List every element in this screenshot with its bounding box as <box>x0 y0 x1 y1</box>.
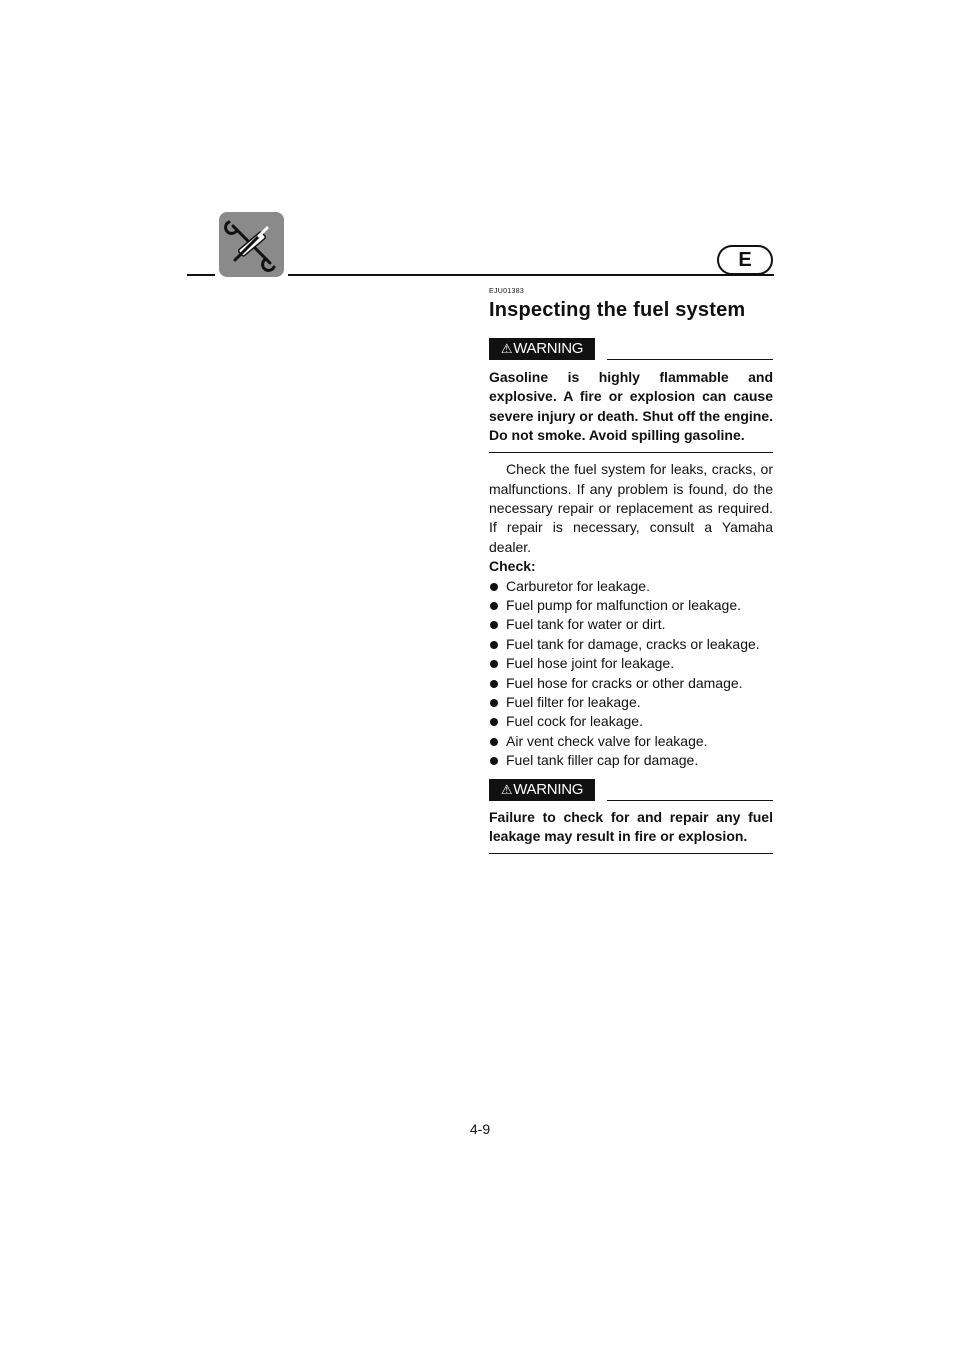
bullet-icon <box>490 641 498 649</box>
list-item: Fuel tank filler cap for damage. <box>489 751 773 770</box>
language-badge: E <box>717 245 773 275</box>
warning-label <box>489 779 595 801</box>
warning-rule <box>607 800 773 801</box>
list-item: Fuel hose joint for leakage. <box>489 654 773 673</box>
warning-bottom-rule <box>489 853 773 854</box>
bullet-icon <box>490 660 498 668</box>
page-title: Inspecting the fuel system <box>489 299 746 321</box>
warning-text: Gasoline is highly flammable and explosive. A fire or explosion can cause severe injury or death. Shut off the engine. Do not smoke. Avoid spilling gasoline. <box>489 369 773 443</box>
page-number: 4-9 <box>469 1121 491 1137</box>
list-item: Fuel filter for leakage. <box>489 693 773 712</box>
bullet-icon <box>490 699 498 707</box>
header-rule-right <box>288 274 774 276</box>
bullet-icon <box>490 757 498 765</box>
header-rule-left <box>187 274 215 276</box>
list-item: Carburetor for leakage. <box>489 577 773 596</box>
list-item: Air vent check valve for leakage. <box>489 732 773 751</box>
maintenance-tools-icon <box>219 212 284 277</box>
wrench-screwdriver-icon <box>219 212 284 277</box>
bullet-icon <box>490 680 498 688</box>
warning-label <box>489 338 595 360</box>
check-list <box>489 577 773 771</box>
warning-header <box>489 779 773 801</box>
bullet-icon <box>490 718 498 726</box>
main-content <box>489 288 773 854</box>
bullet-icon <box>490 583 498 591</box>
bullet-icon <box>490 602 498 610</box>
warning-triangle-icon: ⚠ <box>500 341 513 356</box>
bullet-icon <box>490 621 498 629</box>
list-item: Fuel pump for malfunction or leakage. <box>489 596 773 615</box>
warning-text: Failure to check for and repair any fuel leakage may result in fire or explosion. <box>489 808 773 844</box>
warning-header <box>489 338 773 360</box>
list-item: Fuel hose for cracks or other damage. <box>489 674 773 693</box>
warning-label-text: WARNING <box>513 780 584 798</box>
section-code: EJU01383 <box>489 288 525 295</box>
body-paragraph: Check the fuel system for leaks, cracks, or malfunctions. If any problem is found, do the necessary repair or replacement as required. If repair is necessary, consult a Yamaha dealer. <box>489 461 773 555</box>
list-item: Fuel tank for damage, cracks or leakage. <box>489 635 773 654</box>
check-label: Check: <box>489 558 536 575</box>
warning-triangle-icon: ⚠ <box>500 781 513 797</box>
warning-rule <box>607 359 773 360</box>
list-item: Fuel tank for water or dirt. <box>489 615 773 634</box>
bullet-icon <box>490 738 498 746</box>
list-item: Fuel cock for leakage. <box>489 712 773 731</box>
warning-label-text: WARNING <box>513 340 584 357</box>
